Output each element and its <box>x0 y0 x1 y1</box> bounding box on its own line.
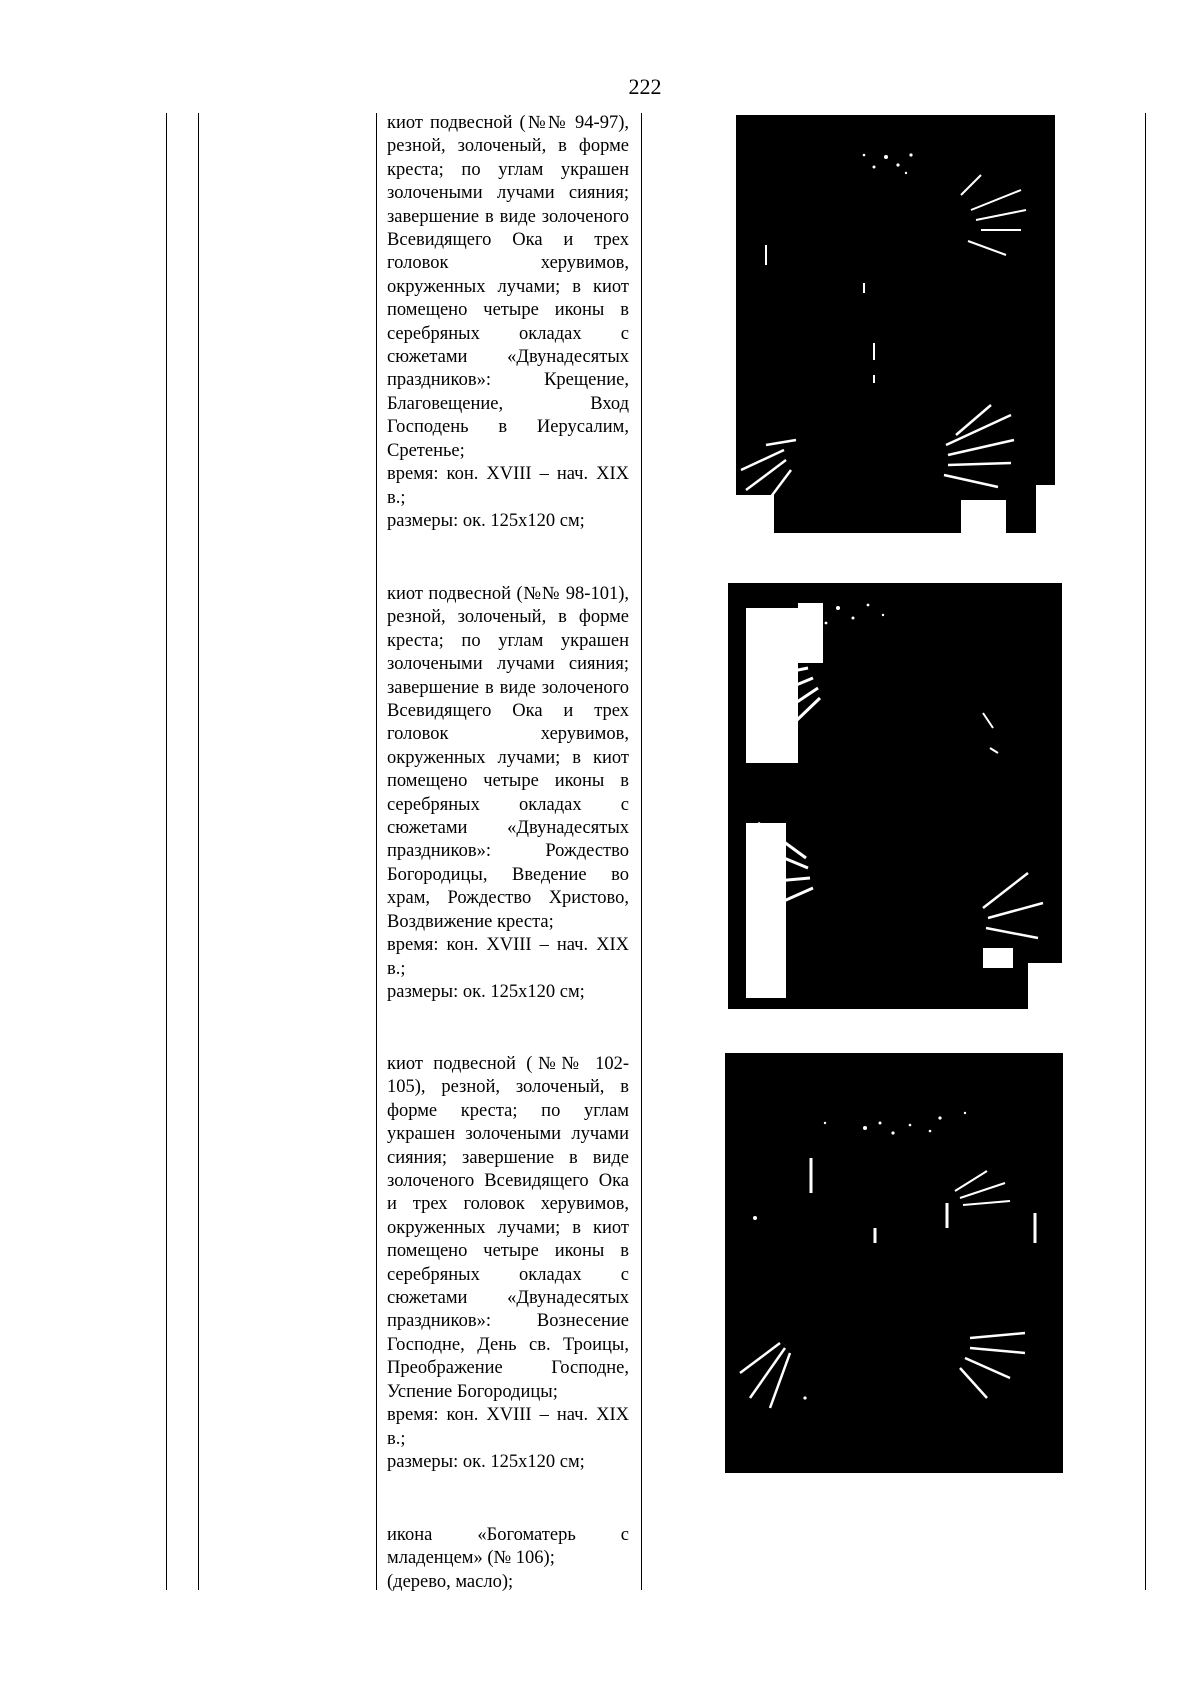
entry-description: икона «Богоматерь с младенцем» (№ 106); <box>387 1525 629 1569</box>
entry-kiot-102-105 <box>387 1053 629 1474</box>
table-border-right <box>1145 113 1146 1590</box>
entry-description: киот подвесной (№№ 94-97), резной, золоченый, в форме креста; по углам украшен золочеными лучами сияния; завершение в виде золоченого Всевидящего Ока и трех головок херувимов, окруженных лучами; в киот помещено четыре иконы в серебряных окладах с сюжетами «Двунадесятых праздников»: Крещение, Благовещение, Вход Господень в Иерусалим, Сретенье; <box>387 113 629 461</box>
entry-time: время: кон. XVIII – нач. XIX в.; <box>387 935 629 979</box>
entry-size: размеры: ок. 125х120 см; <box>387 981 585 1002</box>
table-border-left-inner <box>198 113 199 1590</box>
entry-kiot-94-97 <box>387 112 629 533</box>
entry-kiot-98-101 <box>387 583 629 1004</box>
entry-description: киот подвесной (№№ 98-101), резной, золоченый, в форме креста; по углам украшен золочеными лучами сияния; завершение в виде золоченого Всевидящего Ока и трех головок херувимов, окруженных лучами; в киот помещено четыре иконы в серебряных окладах с сюжетами «Двунадесятых праздников»: Рождество Богородицы, Введение во храм, Рождество Христово, Воздвижение креста; <box>387 584 629 932</box>
photo-kiot-98-101-graphic <box>728 583 1062 1009</box>
entry-size: размеры: ок. 125х120 см; <box>387 510 585 531</box>
photo-kiot-94-97 <box>736 115 1055 533</box>
photo-kiot-94-97-graphic <box>736 115 1055 533</box>
table-column-divider-1 <box>376 113 377 1590</box>
table-border-left-outer <box>166 113 167 1590</box>
photo-kiot-102-105 <box>725 1053 1063 1473</box>
table-column-divider-2 <box>641 113 642 1590</box>
entry-size: размеры: ок. 125х120 см; <box>387 1451 585 1472</box>
entry-time: время: кон. XVIII – нач. XIX в.; <box>387 464 629 508</box>
entry-icon-106 <box>387 1524 629 1594</box>
entry-material: (дерево, масло); <box>387 1571 514 1592</box>
photo-kiot-98-101 <box>728 583 1062 1009</box>
photo-kiot-102-105-graphic <box>725 1053 1063 1473</box>
page-number: 222 <box>628 74 662 99</box>
entry-description: киот подвесной (№№ 102-105), резной, золоченый, в форме креста; по углам украшен золочеными лучами сияния; завершение в виде золоченого Всевидящего Ока и трех головок херувимов, окруженных лучами; в киот помещено четыре иконы в серебряных окладах с сюжетами «Двунадесятых праздников»: Вознесение Господне, День св. Троицы, Преображение Господне, Успение Богородицы; <box>387 1054 629 1402</box>
entry-time: время: кон. XVIII – нач. XIX в.; <box>387 1405 629 1449</box>
